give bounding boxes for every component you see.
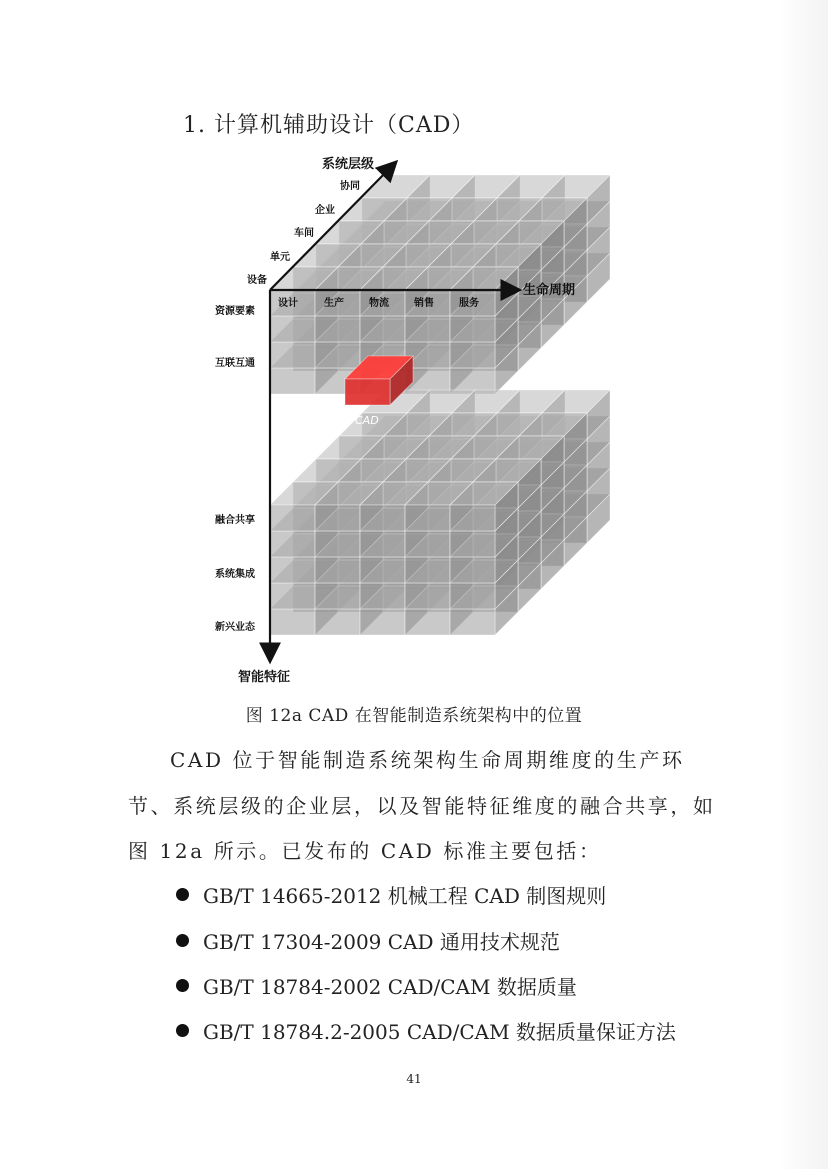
level-label: 企业: [315, 205, 335, 216]
feature-label: 资源要素: [215, 306, 255, 317]
lifecycle-label: 服务: [459, 298, 479, 309]
axis-title-features: 智能特征: [238, 670, 291, 685]
feature-label: 互联互通: [215, 358, 255, 369]
standard-list-item: [176, 926, 560, 955]
level-label: 单元: [270, 252, 290, 263]
paragraph-line: 节、系统层级的企业层，以及智能特征维度的融合共享，如: [128, 794, 716, 818]
standard-text: GB/T 18784-2002 CAD/CAM 数据质量: [203, 975, 577, 999]
standard-text: GB/T 14665-2012 机械工程 CAD 制图规则: [203, 884, 607, 908]
level-label: 协同: [340, 181, 360, 192]
bullet-icon: [176, 1024, 189, 1037]
feature-label: 新兴业态: [215, 622, 255, 633]
lifecycle-label: 设计: [278, 298, 298, 309]
feature-label: 融合共享: [215, 515, 255, 526]
highlight-label: CAD: [355, 414, 379, 427]
bullet-icon: [176, 888, 189, 901]
page-number: 41: [406, 1072, 422, 1086]
axis-title-levels: 系统层级: [322, 157, 375, 172]
standard-list-item: [176, 971, 577, 1000]
section-heading: 1. 计算机辅助设计（CAD）: [183, 113, 475, 138]
figure-caption: 图 12a CAD 在智能制造系统架构中的位置: [245, 706, 583, 726]
lifecycle-label: 生产: [324, 298, 344, 309]
lifecycle-label: 销售: [414, 298, 434, 309]
feature-label: 系统集成: [215, 569, 255, 580]
lifecycle-label: 物流: [369, 298, 389, 309]
cube-grid: [270, 175, 610, 635]
bullet-icon: [176, 979, 189, 992]
level-label: 车间: [294, 228, 314, 239]
standard-text: GB/T 17304-2009 CAD 通用技术规范: [203, 930, 560, 954]
paragraph-line: 图 12a 所示。已发布的 CAD 标准主要包括：: [128, 839, 602, 863]
axis-title-lifecycle: 生命周期: [523, 283, 576, 298]
standard-text: GB/T 18784.2-2005 CAD/CAM 数据质量保证方法: [203, 1020, 676, 1044]
standard-list-item: [176, 880, 606, 909]
standard-list-item: [176, 1016, 676, 1045]
paragraph-line: CAD 位于智能制造系统架构生命周期维度的生产环: [170, 748, 685, 772]
bullet-icon: [176, 934, 189, 947]
level-label: 设备: [247, 275, 267, 286]
